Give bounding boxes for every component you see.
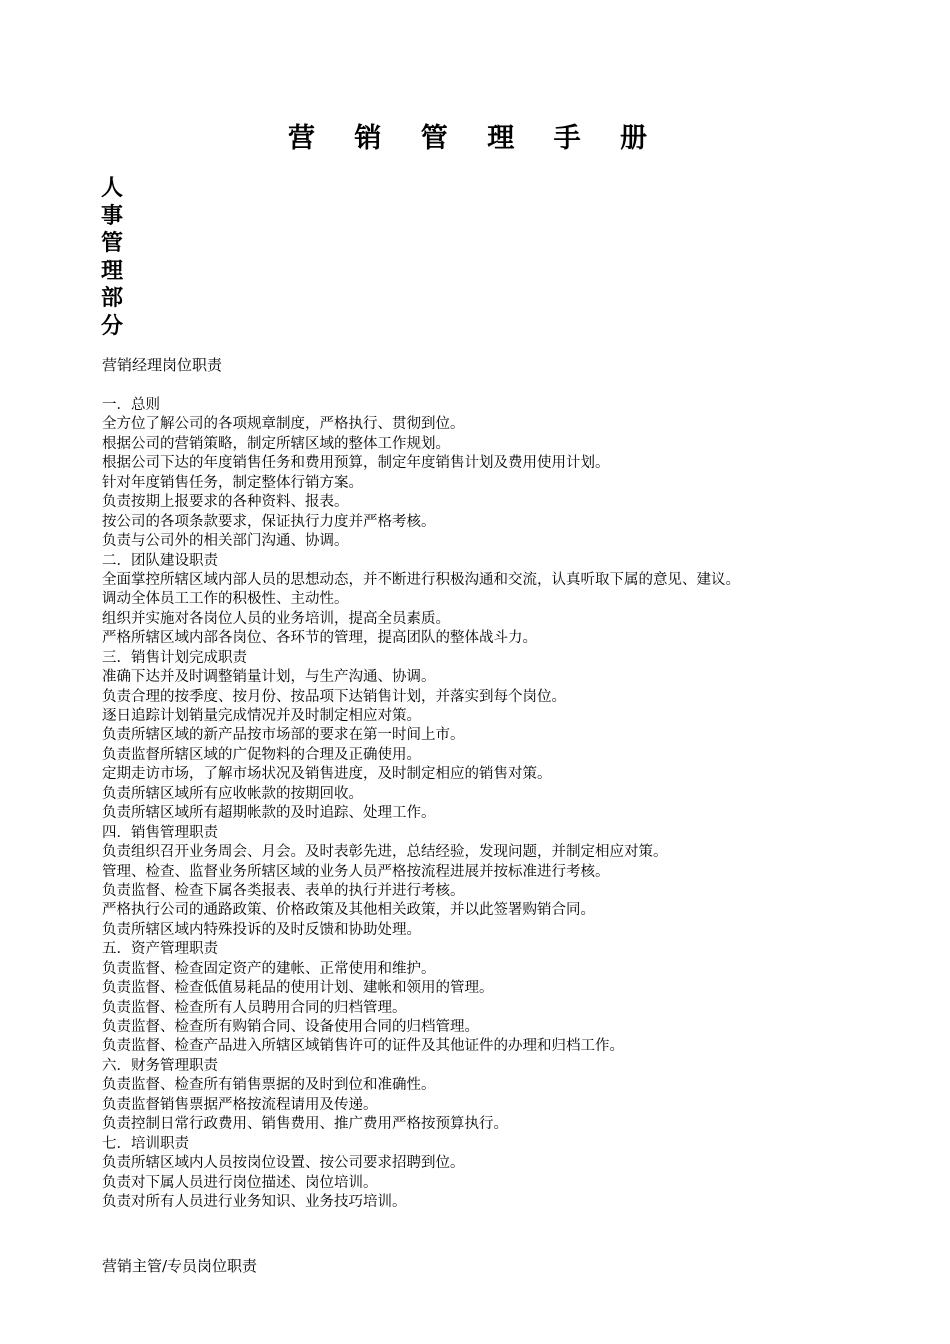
section-char: 人 [101,175,124,201]
duty-line: 负责监督、检查所有人员聘用合同的归档管理。 [102,999,407,1016]
duty-line: 负责所辖区域所有应收帐款的按期回收。 [102,785,363,802]
section-heading: 一．总则 [102,397,160,413]
section-char: 部 [101,285,124,311]
duty-line: 负责对下属人员进行岗位描述、岗位培训。 [102,1174,378,1191]
duty-line: 根据公司下达的年度销售任务和费用预算，制定年度销售计划及费用使用计划。 [102,455,610,472]
duty-line: 负责组织召开业务周会、月会。及时表彰先进，总结经验，发现问题，并制定相应对策。 [102,844,668,861]
duty-line: 全面掌控所辖区域内部人员的思想动态，并不断进行积极沟通和交流，认真听取下属的意见、建议。 [102,571,740,588]
duty-line: 负责控制日常行政费用、销售费用、推广费用严格按预算执行。 [102,1116,508,1133]
position-heading-manager: 营销经理岗位职责 [102,356,223,374]
duty-line: 负责监督、检查下属各类报表、表单的执行并进行考核。 [102,882,465,899]
section-heading: 三．销售计划完成职责 [102,649,247,666]
section-char: 事 [101,202,124,229]
duty-line: 管理、检查、监督业务所辖区域的业务人员严格按流程进展并按标准进行考核。 [102,863,610,880]
duty-line: 准确下达并及时调整销量计划，与生产沟通、协调。 [102,669,436,686]
duty-line: 定期走访市场，了解市场状况及销售进度，及时制定相应的销售对策。 [102,766,552,783]
duty-line: 严格执行公司的通路政策、价格政策及其他相关政策，并以此签署购销合同。 [102,902,595,919]
duty-line: 负责监督销售票据严格按流程请用及传递。 [102,1096,378,1113]
duty-line: 负责监督、检查所有购销合同、设备使用合同的归档管理。 [102,1019,479,1035]
duty-line: 负责所辖区域的新产品按市场部的要求在第一时间上市。 [102,727,465,744]
duty-line: 全方位了解公司的各项规章制度，严格执行、贯彻到位。 [102,416,465,433]
section-heading: 六．财务管理职责 [102,1057,218,1074]
duty-line: 按公司的各项条款要求，保证执行力度并严格考核。 [102,513,436,530]
duty-line: 负责与公司外的相关部门沟通、协调。 [102,533,349,550]
section-label-vertical [101,175,127,340]
duty-line: 调动全体员工工作的积极性、主动性。 [102,591,349,608]
duty-line: 根据公司的营销策略，制定所辖区域的整体工作规划。 [102,435,450,452]
position-heading-supervisor: 营销主管/专员岗位职责 [102,1257,258,1275]
section-heading: 四．销售管理职责 [102,824,218,841]
duty-line: 组织并实施对各岗位人员的业务培训，提高全员素质。 [102,610,450,627]
section-heading: 二．团队建设职责 [102,552,218,569]
section-char: 管 [101,230,124,256]
duty-line: 负责监督所辖区域的广促物料的合理及正确使用。 [102,746,421,763]
section-heading: 七．培训职责 [102,1135,189,1152]
page-title: 营 销 管 理 手 册 [288,123,662,154]
duty-line: 逐日追踪计划销量完成情况并及时制定相应对策。 [102,708,421,724]
section-heading: 五．资产管理职责 [102,941,218,958]
duty-line: 严格所辖区域内部各岗位、各环节的管理，提高团队的整体战斗力。 [102,630,537,647]
duty-line: 负责所辖区域所有超期帐款的及时追踪、处理工作。 [102,805,436,822]
duty-line: 负责监督、检查产品进入所辖区域销售许可的证件及其他证件的办理和归档工作。 [102,1038,624,1055]
duty-line: 负责对所有人员进行业务知识、业务技巧培训。 [102,1193,407,1210]
duty-line: 针对年度销售任务，制定整体行销方案。 [102,474,363,491]
duty-line: 负责所辖区域内特殊投诉的及时反馈和协助处理。 [102,921,421,938]
duty-line: 负责合理的按季度、按月份、按品项下达销售计划，并落实到每个岗位。 [102,688,566,705]
section-char: 理 [101,257,124,284]
duties-text-block [102,396,922,1212]
duty-line: 负责监督、检查所有销售票据的及时到位和准确性。 [102,1077,436,1094]
duty-line: 负责所辖区域内人员按岗位设置、按公司要求招聘到位。 [102,1155,465,1172]
duty-line: 负责监督、检查固定资产的建帐、正常使用和维护。 [102,960,436,977]
duty-line: 负责监督、检查低值易耗品的使用计划、建帐和领用的管理。 [102,980,494,997]
duty-line: 负责按期上报要求的各种资料、报表。 [102,494,349,511]
section-char: 分 [101,312,124,339]
